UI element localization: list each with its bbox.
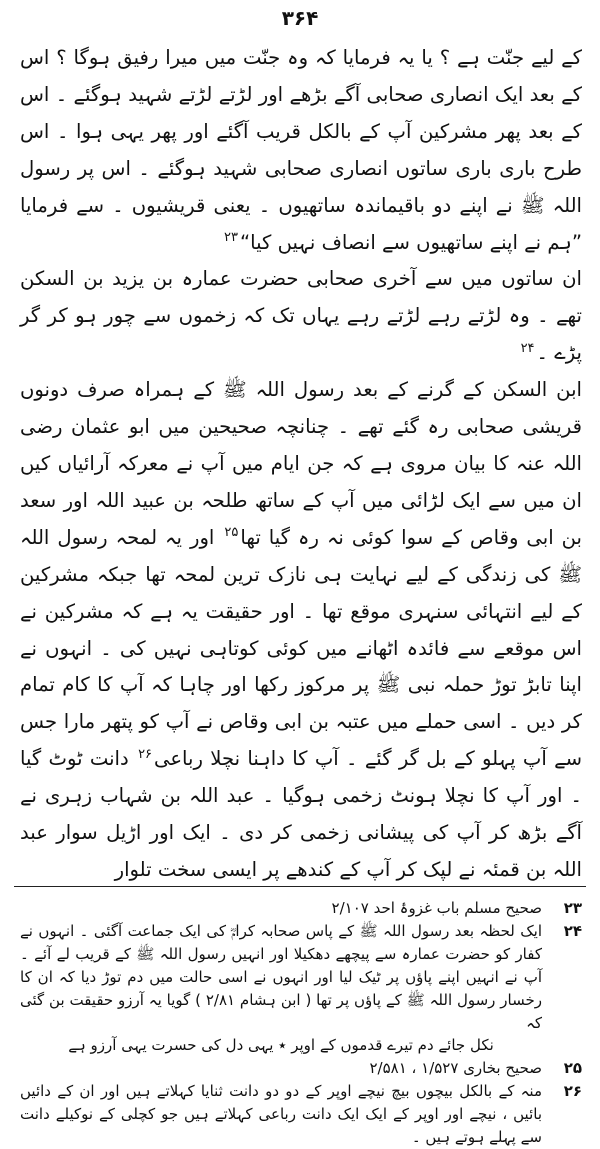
paragraph-2 — [20, 261, 582, 372]
footnote-text: صحیح بخاری ۱/۵۲۷ ، ۲/۵۸۱ — [369, 1059, 542, 1078]
page-number: ۳۶۴ — [281, 6, 319, 30]
paragraph-text: کے لیے جنّت ہے ؟ یا یہ فرمایا کہ وہ جنّت میں میرا رفیق ہوگا ؟ اس کے بعد ایک انصاری صحابی آگے بڑھے اور لڑتے لڑتے شہید ہوگئے ۔ اس کے بعد پھر مشرکین آپ کے بالکل قریب آگئے اور پھر یہی ہوا ۔ اس طرح باری باری ساتوں انصاری صحابی شہید ہوگئے ۔ اس پر رسول اللہ ﷺ نے اپنے دو باقیماندہ ساتھیوں ۔ یعنی قریشیوں ۔ سے فرمایا ”ہم نے اپنے ساتھیوں سے انصاف نہیں کیا“ — [20, 46, 582, 254]
footnotes-section — [20, 897, 582, 1149]
footnote-verse: نکل جائے دم تیرے قدموں کے اوپر ٭ یہی دل کی حسرت یہی آرزو ہے — [68, 1036, 494, 1055]
footnote-25 — [20, 1057, 582, 1080]
footnote-text: ایک لحظہ بعد رسول اللہ ﷺ کے پاس صحابہ کرامؓ کی ایک جماعت آگئی ۔ انہوں نے کفار کو حضرت عمارہ سے پیچھے دھکیلا اور انہیں رسول اللہ ﷺ کے قریب لے آئے ۔ آپ نے انہیں اپنے پاؤں پر ٹیک لیا اور انہوں نے اسی حالت میں دم توڑ دیا کہ ان کا رخسار رسول اللہ ﷺ کے پاؤں پر تھا ( ابن ہشام ۲/۸۱ ) گویا یہ آرزو حقیقت بن گئی کہ — [20, 921, 542, 1032]
paragraph-text: ان ساتوں میں سے آخری صحابی حضرت عمارہ بن یزید بن السکن تھے ۔ وہ لڑتے رہے لڑتے رہے یہاں تک کہ زخموں سے چور ہو کر گر پڑے ۔ — [20, 267, 582, 365]
footnote-ref-25[interactable]: ۲۵ — [224, 525, 239, 541]
paragraph-text-continued: اور یہ لمحہ رسول اللہ ﷺ کی زندگی کے لیے نہایت ہی نازک ترین لمحہ تھا جبکہ مشرکین کے لیے انتہائی سنہری موقع تھا ۔ اور حقیقت یہ ہے کہ مشرکین نے اس موقعے سے فائدہ اٹھانے میں کوئی کوتاہی نہیں کی ۔ انہوں نے اپنا تابڑ توڑ حملہ نبی ﷺ پر مرکوز رکھا اور چاہا کہ آپ کا کام تمام کر دیں ۔ اسی حملے میں عتبہ بن ابی وقاص نے آپ کو پتھر مارا جس سے آپ پہلو کے بل گر گئے ۔ آپ کا داہنا نچلا رباعی — [20, 525, 583, 771]
footnote-ref-24[interactable]: ۲۴ — [520, 340, 535, 356]
footnote-26 — [20, 1080, 582, 1149]
footnote-number: ۲۴ — [563, 921, 582, 940]
footnote-body — [20, 920, 542, 1057]
paragraph-3 — [20, 372, 582, 889]
paragraph-text: ابن السکن کے گرنے کے بعد رسول اللہ ﷺ کے ہمراہ صرف دونوں قریشی صحابی رہ گئے تھے ۔ چنانچہ صحیحین میں ابو عثمان رضی اللہ عنہ کا بیان مروی ہے کہ جن ایام میں آپ نے معرکہ آرائیاں کیں ان میں سے ایک لڑائی میں آپ کے ساتھ طلحہ بن عبید اللہ اور سعد بن ابی وقاص کے سوا کوئی نہ رہ گیا تھا — [20, 378, 583, 549]
footnote-23 — [20, 897, 582, 920]
paragraph-text-end: دانت ٹوٹ گیا ۔ اور آپ کا نچلا ہونٹ زخمی ہوگیا ۔ عبد اللہ بن شہاب زہری نے آگے بڑھ کر آپ کی پیشانی زخمی کر دی ۔ ایک اور اڑیل سوار عبد اللہ بن قمئہ نے لپک کر آپ کے کندھے پر ایسی سخت تلوار — [20, 747, 582, 881]
footnote-number: ۲۵ — [563, 1059, 582, 1078]
footnote-24 — [20, 920, 582, 1057]
paragraph-1 — [20, 40, 582, 261]
footnote-text: صحیح مسلم باب غزوۂ احد ۲/۱۰۷ — [331, 899, 542, 917]
footnote-number: ۲۳ — [563, 899, 582, 917]
footnote-number: ۲۶ — [563, 1082, 582, 1101]
footnote-ref-26[interactable]: ۲۶ — [138, 746, 153, 762]
footnote-divider — [14, 886, 586, 887]
footnote-text: منہ کے بالکل بیچوں بیچ نیچے اوپر کے دو دو دانت ثنایا کہلاتے ہیں اور ان کے دائیں بائیں ، نیچے اور اوپر کے ایک ایک دانت رباعی کہلاتے ہیں جو کچلی کے نوکیلے دانت سے پہلے ہوتے ہیں ۔ — [20, 1082, 542, 1147]
footnote-ref-23[interactable]: ۲۳ — [224, 230, 239, 245]
main-text — [20, 40, 582, 889]
